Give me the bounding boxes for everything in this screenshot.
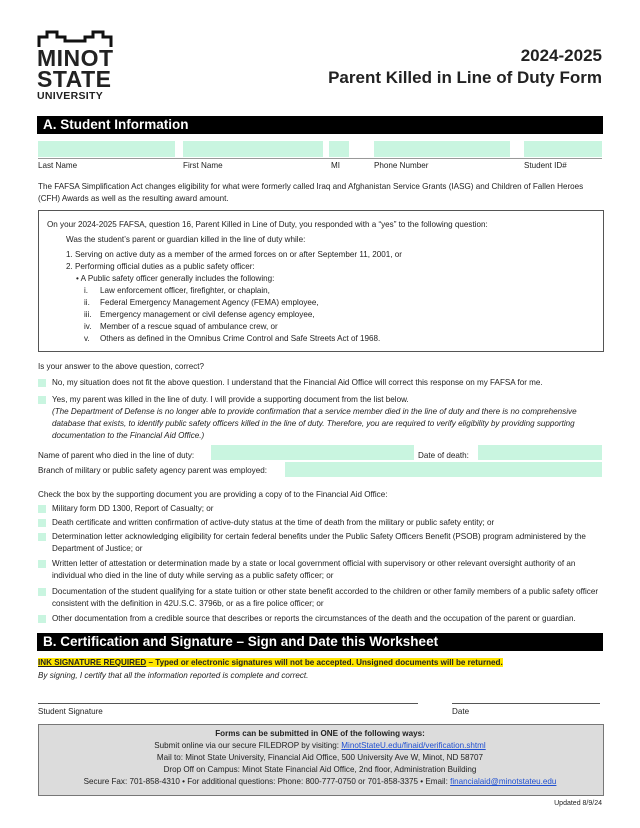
branch-label: Branch of military or public safety agency parent was employed:	[38, 466, 267, 475]
label-mi: MI	[331, 161, 340, 170]
ink-required-line	[38, 657, 503, 669]
roman-text: Law enforcement officer, firefighter, or chaplain,	[100, 286, 270, 295]
roman-num: iv.	[84, 322, 92, 331]
submission-online-text: Submit online via our secure FILEDROP by visiting:	[154, 741, 342, 750]
submission-online	[38, 740, 602, 752]
correct-question: Is your answer to the above question, correct?	[38, 362, 205, 371]
section-a-header: A. Student Information	[37, 116, 603, 134]
doc-row	[38, 517, 608, 529]
doc-row	[38, 586, 608, 610]
doc-row	[38, 503, 608, 515]
logo-line-2: STATE	[37, 66, 112, 92]
roman-num: i.	[84, 286, 89, 295]
option-no-checkbox[interactable]	[38, 379, 46, 387]
signature-label: Student Signature	[38, 707, 103, 716]
box-item-1: 1. Serving on active duty as a member of the armed forces on or after September 11, 2001, or	[66, 250, 402, 259]
doc-checkbox[interactable]	[38, 505, 46, 513]
ink-required-highlight	[38, 658, 503, 667]
submission-fax-text: Secure Fax: 701-858-4310 • For additional questions: Phone: 800-777-0750 or 701-858-3375 • Email:	[83, 777, 451, 786]
doc-row	[38, 531, 608, 555]
doc-text: Death certificate and written confirmation of active-duty status at the time of death from the military or public safety entity; or	[52, 518, 495, 527]
filedrop-link[interactable]: MinotStateU.edu/finaid/verification.shtml	[341, 741, 486, 750]
doc-checkbox[interactable]	[38, 533, 46, 541]
doc-row	[38, 613, 608, 625]
submission-campus: Drop Off on Campus: Minot State Financial Aid Office, 2nd floor, Administration Building	[163, 765, 477, 774]
roman-item	[84, 285, 584, 297]
form-year: 2024-2025	[520, 46, 602, 65]
email-link[interactable]: financialaid@minotstateu.edu	[450, 777, 557, 786]
box-bullet: • A Public safety officer generally includes the following:	[76, 274, 275, 283]
option-yes-checkbox[interactable]	[38, 396, 46, 404]
submission-mail: Mail to: Minot State University, Financial Aid Office, 500 University Ave W, Minot, ND 58707	[156, 753, 484, 762]
doc-row	[38, 558, 608, 582]
option-yes-row	[38, 394, 608, 442]
roman-num: ii.	[84, 298, 90, 307]
roman-item	[84, 321, 584, 333]
doc-text: Written letter of attestation or determination made by a state or local government official with supervisory or other relevant oversight authority of an individual who died in the line of duty while serving as a public safety officer; or	[52, 559, 576, 580]
middle-initial-input[interactable]	[329, 141, 349, 157]
docs-intro: Check the box by the supporting document you are providing a copy of to the Financial Aid Office:	[38, 490, 388, 499]
ink-required-text: – Typed or electronic signatures will not be accepted. Unsigned documents will be returned.	[146, 658, 503, 667]
doc-checkbox[interactable]	[38, 588, 46, 596]
logo-line-3: UNIVERSITY	[37, 90, 104, 102]
fafsa-intro: The FAFSA Simplification Act changes eligibility for what were formerly called Iraq and Afghanistan Service Grants (IASG) and Children of Fallen Heroes (CFH) Awards as well as the resulting award amount.	[38, 182, 584, 203]
certify-text: By signing, I certify that all the information reported is complete and correct.	[38, 671, 309, 680]
death-date-input[interactable]	[478, 445, 602, 460]
option-no-row	[38, 377, 608, 389]
date-line[interactable]	[452, 703, 600, 704]
doc-checkbox[interactable]	[38, 615, 46, 623]
first-name-input[interactable]	[183, 141, 323, 157]
signature-line[interactable]	[38, 703, 418, 704]
box-bullet-text: A Public safety officer generally includes the following:	[80, 274, 275, 283]
roman-text: Member of a rescue squad of ambulance crew, or	[100, 322, 278, 331]
label-last-name: Last Name	[38, 161, 78, 170]
roman-num: iii.	[84, 310, 92, 319]
option-no-text: No, my situation does not fit the above question. I understand that the Financial Aid Office will correct this response on my FAFSA for me.	[52, 378, 543, 387]
date-label: Date	[452, 707, 470, 716]
doc-text: Documentation of the student qualifying for a state tuition or other state benefit accorded to the children or other family members of a public safety officer consistent with the definition in 42U.S.C. 3796b, or as a fire police officer; or	[52, 587, 599, 608]
university-logo	[37, 30, 117, 102]
option-yes-block	[52, 394, 604, 442]
phone-number-input[interactable]	[374, 141, 510, 157]
logo-line-1: MINOT	[37, 45, 114, 71]
roman-text: Others as defined in the Omnibus Crime Control and Safe Streets Act of 1968.	[100, 334, 381, 343]
doc-text: Military form DD 1300, Report of Casualty; or	[52, 504, 214, 513]
last-name-input[interactable]	[38, 141, 175, 157]
label-first-name: First Name	[183, 161, 223, 170]
roman-text: Emergency management or civil defense agency employee,	[100, 310, 315, 319]
doc-text: Other documentation from a credible source that describes or reports the circumstances of the death and the occupation of the parent or guardian.	[52, 614, 576, 623]
student-id-input[interactable]	[524, 141, 602, 157]
box-lead: On your 2024-2025 FAFSA, question 16, Parent Killed in Line of Duty, you responded with a “yes” to the following question:	[47, 220, 488, 229]
section-b-header: B. Certification and Signature – Sign and Date this Worksheet	[37, 633, 603, 651]
doc-checkbox[interactable]	[38, 519, 46, 527]
option-yes-text: Yes, my parent was killed in the line of duty. I will provide a supporting document from the list below.	[52, 395, 409, 404]
submission-heading: Forms can be submitted in ONE of the following ways:	[215, 729, 425, 738]
submission-fax	[38, 776, 602, 788]
parent-name-input[interactable]	[211, 445, 414, 460]
branch-input[interactable]	[285, 462, 602, 477]
ink-required-label: INK SIGNATURE REQUIRED	[38, 658, 147, 667]
parent-name-label: Name of parent who died in the line of duty:	[38, 451, 195, 460]
fields-underline	[38, 158, 602, 159]
roman-text: Federal Emergency Management Agency (FEMA) employee,	[100, 298, 319, 307]
doc-text: Determination letter acknowledging eligibility for certain federal benefits under the Public Safety Officers Benefit (PSOB) program administered by the Department of Justice; or	[52, 532, 586, 553]
label-student-id: Student ID#	[524, 161, 567, 170]
roman-item	[84, 309, 584, 321]
roman-num: v.	[84, 334, 90, 343]
death-date-label: Date of death:	[418, 451, 469, 460]
box-question: Was the student’s parent or guardian killed in the line of duty while:	[66, 235, 306, 244]
box-item-2: 2. Performing official duties as a public safety officer:	[66, 262, 255, 271]
updated-date: Updated 8/9/24	[554, 800, 602, 807]
label-phone: Phone Number	[374, 161, 429, 170]
roman-item	[84, 297, 584, 309]
doc-checkbox[interactable]	[38, 560, 46, 568]
roman-item	[84, 333, 584, 345]
form-title: Parent Killed in Line of Duty Form	[328, 68, 602, 87]
option-yes-note: (The Department of Defense is no longer able to provide confirmation that a service member died in the line of duty and there is no comprehensive database that exists, to identify public safety officers killed in the line of duty. Therefore, you are required to verify eligibility by providing supporting documentation to the Financial Aid Office.)	[52, 407, 577, 440]
roman-list	[84, 285, 584, 345]
